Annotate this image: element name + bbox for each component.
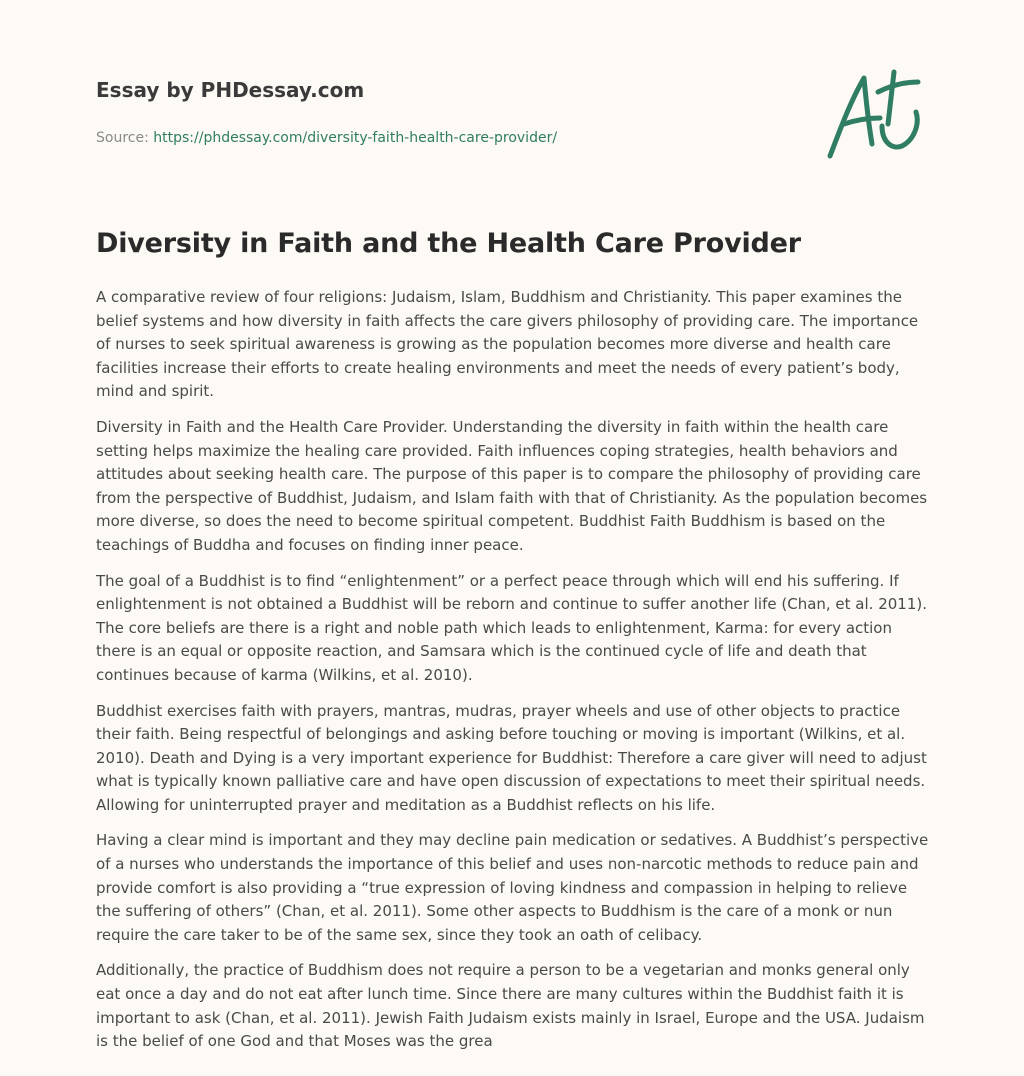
essay-paragraph: Having a clear mind is important and they may decline pain medication or sedatives. A Buddhist’s perspective of a nurses who understands the importance of this belief and uses non-narcotic methods to reduce pain and provide comfort is also providing a “true expression of loving kindness and compassion in helping to relieve the suffering of others” (Chan, et al. 2011). Some other aspects to Buddhism is the care of a monk or nun require the care taker to be of the same sex, since they took an oath of celibacy.	[96, 831, 929, 944]
essay-paragraph: Buddhist exercises faith with prayers, mantras, mudras, prayer wheels and use of other objects to practice their faith. Being respectful of belongings and asking before touching or moving is important (Wilkins, et al. 2010). Death and Dying is a very important experience for Buddhist: Therefore a care giver will need to adjust what is typically known palliative care and have open discussion of expectations to meet their spiritual needs. Allowing for uninterrupted prayer and meditation as a Buddhist reflects on his life.	[96, 701, 927, 814]
letter-a-crossbar	[844, 118, 880, 124]
site-header	[96, 76, 796, 148]
site-title: Essay by PHDessay.com	[96, 78, 365, 102]
plus-horizontal-stroke	[878, 82, 918, 92]
essay-paragraph: A comparative review of four religions: Judaism, Islam, Buddhism and Christianity. This paper examines the belief systems and how diversity in faith affects the care givers philosophy of providing care. The importance of nurses to seek spiritual awareness is growing as the population becomes more diverse and health care facilities increase their efforts to create healing environments and meet the needs of every patient’s body, mind and spirit.	[96, 288, 919, 401]
source-link[interactable]: https://phdessay.com/diversity-faith-health-care-provider/	[153, 130, 558, 146]
source-line	[96, 128, 796, 148]
essay-body	[96, 286, 932, 1066]
essay-paragraph: The goal of a Buddhist is to find “enlightenment” or a perfect peace through which will end his suffering. If enlightenment is not obtained a Buddhist will be reborn and continue to suffer another life (Chan, et al. 2011). The core beliefs are there is a right and noble path which leads to enlightenment, Karma: for every action there is an equal or opposite reaction, and Samsara which is the continued cycle of life and death that continues because of karma (Wilkins, et al. 2010).	[96, 571, 927, 684]
essay-title: Diversity in Faith and the Health Care Provider	[96, 228, 801, 259]
source-label: Source:	[96, 130, 154, 146]
essay-paragraph: Additionally, the practice of Buddhism does not require a person to be a vegetarian and monks general only eat once a day and do not eat after lunch time. Since there are many cultures within the Buddhist faith it is important to ask (Chan, et al. 2011). Jewish Faith Judaism exists mainly in Israel, Europe and the USA. Judaism is the belief of one God and that Moses was the grea	[96, 961, 925, 1051]
essay-paragraph: Diversity in Faith and the Health Care Provider. Understanding the diversity in faith within the health care setting helps maximize the healing care provided. Faith influences coping strategies, health behaviors and attitudes about seeking health care. The purpose of this paper is to compare the philosophy of providing care from the perspective of Buddhist, Judaism, and Islam faith with that of Christianity. As the population becomes more diverse, so does the need to become spiritual competent. Buddhist Faith Buddhism is based on the teachings of Buddha and focuses on finding inner peace.	[96, 417, 928, 554]
a-plus-logo-svg	[822, 64, 928, 164]
plus-vertical-stroke	[888, 72, 894, 124]
a-plus-grade-icon	[822, 64, 928, 164]
